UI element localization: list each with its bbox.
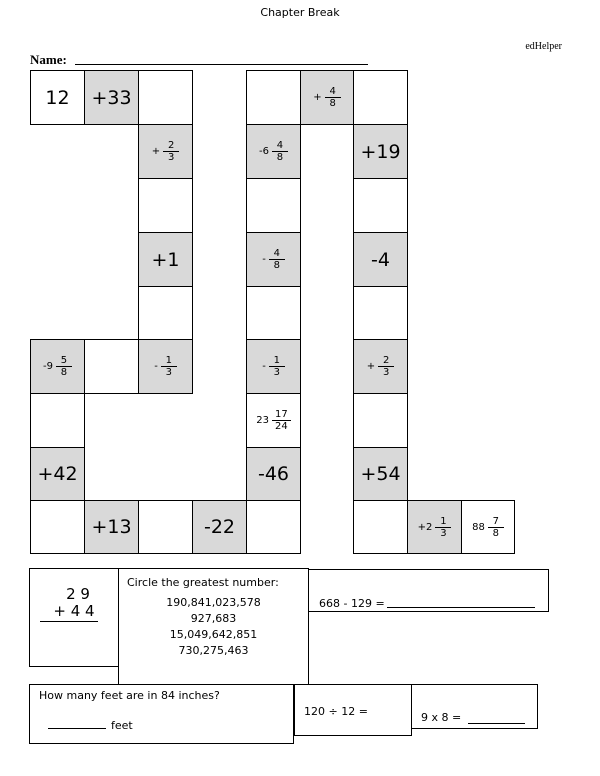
fraction-numerator: 17 — [275, 409, 288, 420]
fraction-numerator: 2 — [383, 355, 390, 366]
path-cell — [353, 286, 408, 340]
cell-whole-part: +2 — [417, 521, 433, 533]
path-cell — [138, 178, 193, 233]
fraction-denominator: 8 — [60, 367, 68, 378]
cell-fraction — [269, 355, 285, 378]
fraction-numerator: 1 — [165, 355, 172, 366]
path-cell — [84, 500, 139, 554]
feet-problem — [29, 684, 294, 744]
path-cell — [138, 232, 193, 287]
fraction-denominator: 3 — [383, 367, 390, 378]
cell-value: +54 — [360, 463, 401, 485]
sum-line — [40, 621, 98, 622]
fraction-numerator: 7 — [492, 515, 500, 527]
fraction-denominator: 3 — [168, 152, 175, 163]
greatest-prompt: Circle the greatest number: — [127, 576, 279, 589]
path-cell — [138, 339, 193, 394]
cell-whole-part: - — [154, 361, 158, 372]
path-cell — [84, 339, 139, 394]
path-cell — [353, 447, 408, 501]
path-cell — [30, 339, 85, 394]
path-cell — [246, 500, 301, 554]
feet-unit: feet — [111, 719, 133, 732]
path-cell — [246, 178, 301, 233]
candidate-number[interactable]: 15,049,642,851 — [169, 628, 258, 641]
fraction-denominator: 8 — [273, 260, 280, 271]
candidate-number[interactable]: 927,683 — [190, 612, 237, 625]
cell-value: +42 — [37, 463, 78, 485]
path-cell — [138, 124, 193, 179]
subtraction-answer-blank[interactable] — [387, 607, 535, 608]
cell-fraction — [488, 516, 504, 539]
path-cell — [353, 232, 408, 287]
fraction-numerator: 5 — [60, 355, 68, 366]
path-cell — [30, 447, 85, 501]
cell-value: +1 — [151, 248, 180, 271]
path-cell — [353, 393, 408, 448]
addition-problem — [29, 568, 119, 667]
fraction-denominator: 8 — [329, 98, 336, 109]
cell-fraction — [161, 355, 177, 378]
fraction-denominator: 3 — [440, 527, 447, 539]
division-problem — [294, 684, 412, 736]
cell-fraction — [269, 248, 285, 271]
subtraction-problem — [308, 569, 549, 612]
page-title: Chapter Break — [260, 6, 340, 19]
cell-value: -46 — [257, 463, 290, 485]
cell-value: -22 — [203, 516, 236, 538]
division-text: 120 ÷ 12 = — [304, 705, 368, 718]
path-cell — [246, 339, 301, 394]
cell-whole-part: - — [262, 361, 266, 372]
path-cell — [407, 500, 462, 554]
path-cell — [246, 70, 301, 125]
path-cell — [246, 124, 301, 179]
fraction-denominator: 3 — [273, 367, 280, 378]
cell-whole-part: - — [262, 254, 266, 265]
cell-whole-part: -9 — [43, 361, 53, 372]
path-cell — [353, 124, 408, 179]
candidate-number[interactable]: 190,841,023,578 — [166, 596, 261, 609]
cell-fraction — [272, 409, 291, 432]
path-cell — [461, 500, 515, 554]
cell-whole-part: + — [366, 361, 376, 372]
cell-value: +19 — [360, 140, 401, 163]
fraction-numerator: 1 — [273, 355, 280, 366]
path-cell — [84, 70, 139, 125]
name-label: Name: — [30, 52, 67, 67]
fraction-denominator: 3 — [165, 367, 172, 378]
multiplication-answer-blank[interactable] — [468, 723, 525, 724]
subtraction-text: 668 - 129 = — [319, 597, 385, 610]
path-cell — [192, 500, 247, 554]
cell-fraction — [272, 140, 288, 163]
fraction-denominator: 8 — [492, 527, 500, 539]
fraction-numerator: 4 — [276, 140, 284, 151]
path-cell — [246, 286, 301, 340]
fraction-numerator: 4 — [329, 86, 336, 97]
multiplication-problem — [411, 684, 538, 729]
path-cell — [353, 339, 408, 394]
fraction-numerator: 2 — [168, 140, 175, 151]
fraction-numerator: 1 — [440, 515, 447, 527]
path-cell — [246, 447, 301, 501]
feet-question: How many feet are in 84 inches? — [39, 689, 220, 702]
fraction-denominator: 24 — [275, 421, 288, 432]
path-cell — [138, 286, 193, 340]
cell-whole-part: + — [151, 146, 161, 157]
cell-fraction — [325, 86, 341, 109]
fraction-numerator: 4 — [273, 248, 280, 259]
path-cell — [353, 70, 408, 125]
cell-value: 12 — [45, 86, 70, 109]
addend-bottom: + 4 4 — [53, 602, 95, 620]
path-cell — [353, 500, 408, 554]
cell-whole-part: 23 — [256, 415, 269, 426]
path-cell — [246, 232, 301, 287]
cell-value: +13 — [91, 516, 132, 538]
cell-fraction — [163, 140, 179, 163]
cell-whole-part: -6 — [259, 146, 269, 157]
cell-whole-part: 88 — [472, 521, 485, 533]
cell-fraction — [378, 355, 394, 378]
path-cell — [300, 70, 354, 125]
cell-value: +33 — [91, 86, 132, 109]
path-cell — [138, 500, 193, 554]
cell-whole-part: + — [313, 92, 322, 103]
greatest-number-list — [119, 595, 308, 659]
path-cell — [246, 393, 301, 448]
cell-fraction — [435, 516, 451, 539]
fraction-denominator: 8 — [276, 152, 284, 163]
path-cell — [30, 393, 85, 448]
cell-value: -4 — [371, 248, 390, 271]
path-cell — [30, 70, 85, 125]
path-cell — [30, 500, 85, 554]
path-cell — [353, 178, 408, 233]
candidate-number[interactable]: 730,275,463 — [178, 644, 249, 657]
greatest-number-problem — [118, 568, 309, 685]
multiplication-text: 9 x 8 = — [421, 711, 462, 724]
addend-top: 2 9 — [66, 585, 90, 603]
brand-label: edHelper — [525, 41, 562, 52]
cell-fraction — [56, 355, 72, 378]
feet-answer-blank[interactable] — [48, 728, 106, 729]
path-cell — [138, 70, 193, 125]
